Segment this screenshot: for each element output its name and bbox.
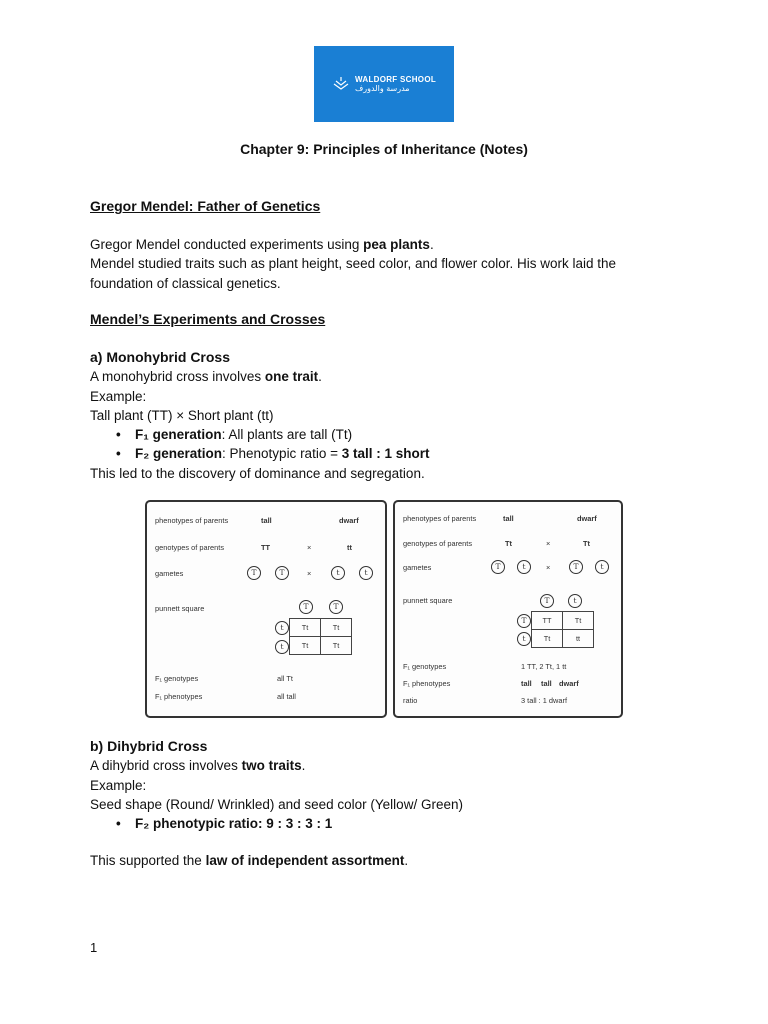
- monohybrid-conclusion: This led to the discovery of dominance and segregation.: [90, 465, 425, 481]
- section-heading-experiments: Mendel’s Experiments and Crosses: [90, 311, 326, 327]
- punnett-cell: Tt: [321, 637, 352, 655]
- paragraph-line-3: foundation of classical genetics.: [90, 275, 281, 291]
- dihybrid-conclusion-block: [90, 851, 690, 870]
- parent-genotype: Tt: [583, 539, 590, 548]
- punnett-top-allele: t: [568, 594, 582, 608]
- label-f1-phenotypes: F₁ phenotypes: [403, 679, 451, 688]
- figure-cross-tt-tt-f2: [393, 500, 623, 718]
- school-logo: [314, 46, 454, 122]
- dihybrid-bullets: [90, 814, 690, 833]
- cross-sign: ×: [307, 569, 312, 578]
- gamete-circle: T: [275, 566, 289, 580]
- ratio-value: 3 tall : 1 dwarf: [521, 696, 568, 705]
- dihybrid-conclusion: This supported the law of independent assortment.: [90, 853, 409, 868]
- punnett-top-allele: T: [540, 594, 554, 608]
- cross-sign: ×: [546, 539, 551, 548]
- section-experiments: [90, 310, 690, 329]
- punnett-cell: tt: [563, 630, 594, 648]
- punnett-top-allele: T: [329, 600, 343, 614]
- monohybrid-heading: a) Monohybrid Cross: [90, 349, 231, 365]
- punnett-cell: Tt: [563, 612, 594, 630]
- list-item: • F₁ generation: All plants are tall (Tt): [90, 425, 690, 444]
- dihybrid-heading: b) Dihybrid Cross: [90, 738, 208, 754]
- punnett-side-allele: t: [275, 640, 289, 654]
- monohybrid-cross: Tall plant (TT) × Short plant (tt): [90, 407, 274, 423]
- logo-text-ar: مدرسة والدورف: [354, 84, 410, 93]
- dihybrid-traits: Seed shape (Round/ Wrinkled) and seed color (Yellow/ Green): [90, 796, 463, 812]
- paragraph-line-2: Mendel studied traits such as plant height, seed color, and flower color. His work laid the: [90, 256, 617, 272]
- label-genotypes-parents: genotypes of parents: [155, 543, 225, 552]
- parent-phenotype: dwarf: [339, 516, 359, 525]
- gamete-circle: t: [595, 560, 609, 574]
- label-phenotypes-parents: phenotypes of parents: [155, 516, 229, 525]
- label-genotypes-parents: genotypes of parents: [403, 539, 473, 548]
- f1-phenotype-value: tall: [521, 679, 532, 688]
- punnett-top-allele: T: [299, 600, 313, 614]
- parent-genotype: tt: [347, 543, 352, 552]
- punnett-side-allele: t: [517, 632, 531, 646]
- cross-sign: ×: [546, 563, 551, 572]
- f1-genotypes-value: 1 TT, 2 Tt, 1 tt: [521, 662, 567, 671]
- section-mendel-body: [90, 235, 690, 293]
- gamete-circle: t: [517, 560, 531, 574]
- punnett-cell: Tt: [532, 630, 563, 648]
- monohybrid-desc: A monohybrid cross involves one trait.: [90, 369, 322, 385]
- parent-genotype: TT: [261, 543, 271, 552]
- parent-genotype: Tt: [505, 539, 512, 548]
- monohybrid-block: [90, 348, 690, 483]
- page-number: 1: [90, 940, 98, 955]
- punnett-cell: Tt: [321, 619, 352, 637]
- list-item: • F₂ generation: Phenotypic ratio = 3 tall : 1 short: [90, 444, 690, 463]
- label-ratio: ratio: [403, 696, 418, 705]
- label-punnett: punnett square: [155, 604, 205, 613]
- monohybrid-example-label: Example:: [90, 388, 147, 404]
- punnett-side-allele: T: [517, 614, 531, 628]
- parent-phenotype: dwarf: [577, 514, 597, 523]
- gamete-circle: T: [569, 560, 583, 574]
- list-item: • F₂ phenotypic ratio: 9 : 3 : 3 : 1: [90, 814, 690, 833]
- punnett-cell: Tt: [290, 637, 321, 655]
- pea-plants-bold: pea plants: [363, 237, 430, 252]
- gamete-circle: t: [331, 566, 345, 580]
- page-title: Chapter 9: Principles of Inheritance (Notes): [240, 141, 528, 157]
- dihybrid-block: [90, 737, 690, 833]
- cross-sign: ×: [307, 543, 312, 552]
- logo-mark-icon: [332, 76, 350, 92]
- gamete-circle: T: [491, 560, 505, 574]
- punnett-side-allele: t: [275, 621, 289, 635]
- punnett-square: [531, 611, 594, 648]
- label-gametes: gametes: [403, 563, 432, 572]
- punnett-cell: TT: [532, 612, 563, 630]
- punnett-cell: Tt: [290, 619, 321, 637]
- section-heading-mendel: Gregor Mendel: Father of Genetics: [90, 198, 321, 214]
- parent-phenotype: tall: [261, 516, 272, 525]
- monohybrid-bullets: [90, 425, 690, 464]
- label-gametes: gametes: [155, 569, 184, 578]
- label-punnett: punnett square: [403, 596, 453, 605]
- gamete-circle: t: [359, 566, 373, 580]
- logo-text-en: WALDORF SCHOOL: [354, 74, 437, 84]
- figure-cross-tt-tt: [145, 500, 387, 718]
- dihybrid-desc: A dihybrid cross involves two traits.: [90, 758, 306, 774]
- dihybrid-example-label: Example:: [90, 777, 147, 793]
- paragraph-line-1: Gregor Mendel conducted experiments using pea plants.: [90, 237, 434, 252]
- label-f1-genotypes: F₁ genotypes: [155, 674, 199, 683]
- label-f1-genotypes: F₁ genotypes: [403, 662, 447, 671]
- label-phenotypes-parents: phenotypes of parents: [403, 514, 477, 523]
- section-mendel: [90, 197, 690, 216]
- monohybrid-figures: [145, 500, 623, 718]
- f1-phenotype-value: dwarf: [559, 679, 579, 688]
- f1-phenotype-value: tall: [541, 679, 552, 688]
- gamete-circle: T: [247, 566, 261, 580]
- label-f1-phenotypes: F₁ phenotypes: [155, 692, 203, 701]
- f1-genotypes-value: all Tt: [277, 674, 293, 683]
- f1-phenotypes-value: all tall: [277, 692, 296, 701]
- punnett-square: [289, 618, 352, 655]
- parent-phenotype: tall: [503, 514, 514, 523]
